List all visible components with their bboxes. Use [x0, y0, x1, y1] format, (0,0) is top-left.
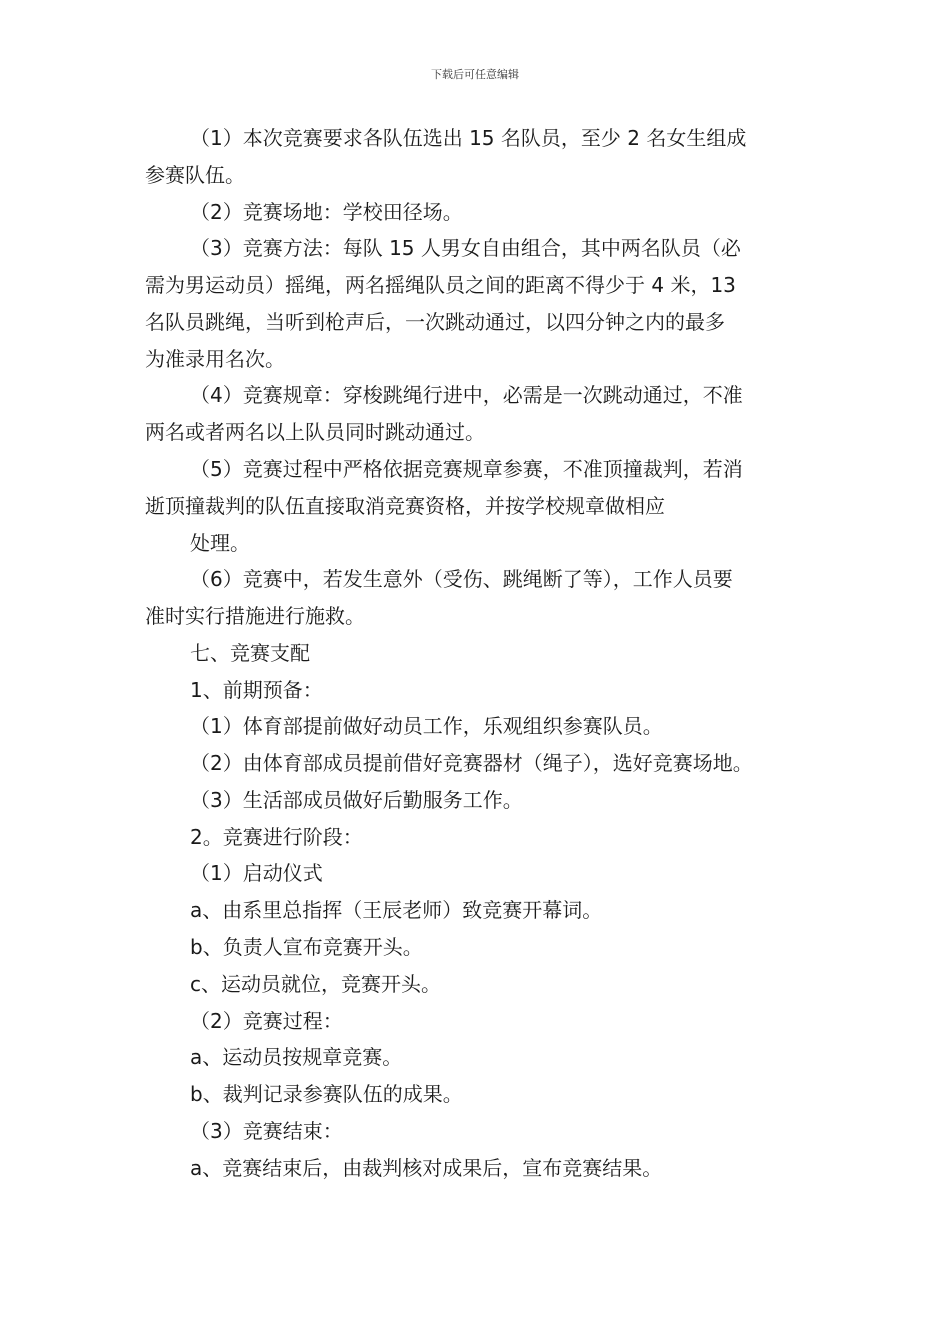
paragraph-line: 名队员跳绳，当听到枪声后，一次跳动通过，以四分钟之内的最多	[145, 310, 725, 334]
paragraph-line: 逝顶撞裁判的队伍直接取消竞赛资格，并按学校规章做相应	[145, 494, 665, 518]
list-item: （2）竞赛过程：	[190, 1009, 343, 1033]
paragraph-line: （5）竞赛过程中严格依据竞赛规章参赛，不准顶撞裁判，若消	[190, 457, 743, 481]
list-item: b、裁判记录参赛队伍的成果。	[190, 1082, 463, 1106]
subsection-heading: 1、前期预备：	[190, 678, 323, 702]
paragraph-line: （6）竞赛中，若发生意外（受伤、跳绳断了等），工作人员要	[190, 567, 733, 591]
list-item: a、竞赛结束后，由裁判核对成果后，宣布竞赛结果。	[190, 1156, 663, 1180]
paragraph-line: 需为男运动员）摇绳，两名摇绳队员之间的距离不得少于 4 米，13	[145, 273, 736, 297]
page-header: 下载后可任意编辑	[431, 68, 519, 81]
paragraph-line: （3）竞赛方法：每队 15 人男女自由组合，其中两名队员（必	[190, 236, 741, 260]
list-item: （3）竞赛结束：	[190, 1119, 343, 1143]
list-item: c、运动员就位，竞赛开头。	[190, 972, 441, 996]
list-item: a、运动员按规章竞赛。	[190, 1045, 403, 1069]
paragraph-line: 参赛队伍。	[145, 163, 245, 187]
section-heading: 七、竞赛支配	[190, 641, 310, 665]
list-item: b、负责人宣布竞赛开头。	[190, 935, 423, 959]
list-item: （1）体育部提前做好动员工作，乐观组织参赛队员。	[190, 714, 663, 738]
subsection-heading: 2。竞赛进行阶段：	[190, 825, 363, 849]
list-item: （1）启动仪式	[190, 861, 323, 885]
paragraph-line: 两名或者两名以上队员同时跳动通过。	[145, 420, 485, 444]
paragraph-line: 处理。	[190, 531, 250, 555]
paragraph-line: （1）本次竞赛要求各队伍选出 15 名队员，至少 2 名女生组成	[190, 126, 747, 150]
paragraph-line: 为准录用名次。	[145, 347, 285, 371]
paragraph-line: 准时实行措施进行施救。	[145, 604, 365, 628]
paragraph-line: （4）竞赛规章：穿梭跳绳行进中，必需是一次跳动通过，不准	[190, 383, 743, 407]
list-item: （2）由体育部成员提前借好竞赛器材（绳子），选好竞赛场地。	[190, 751, 753, 775]
paragraph-line: （2）竞赛场地：学校田径场。	[190, 200, 463, 224]
list-item: a、由系里总指挥（王辰老师）致竞赛开幕词。	[190, 898, 603, 922]
list-item: （3）生活部成员做好后勤服务工作。	[190, 788, 523, 812]
